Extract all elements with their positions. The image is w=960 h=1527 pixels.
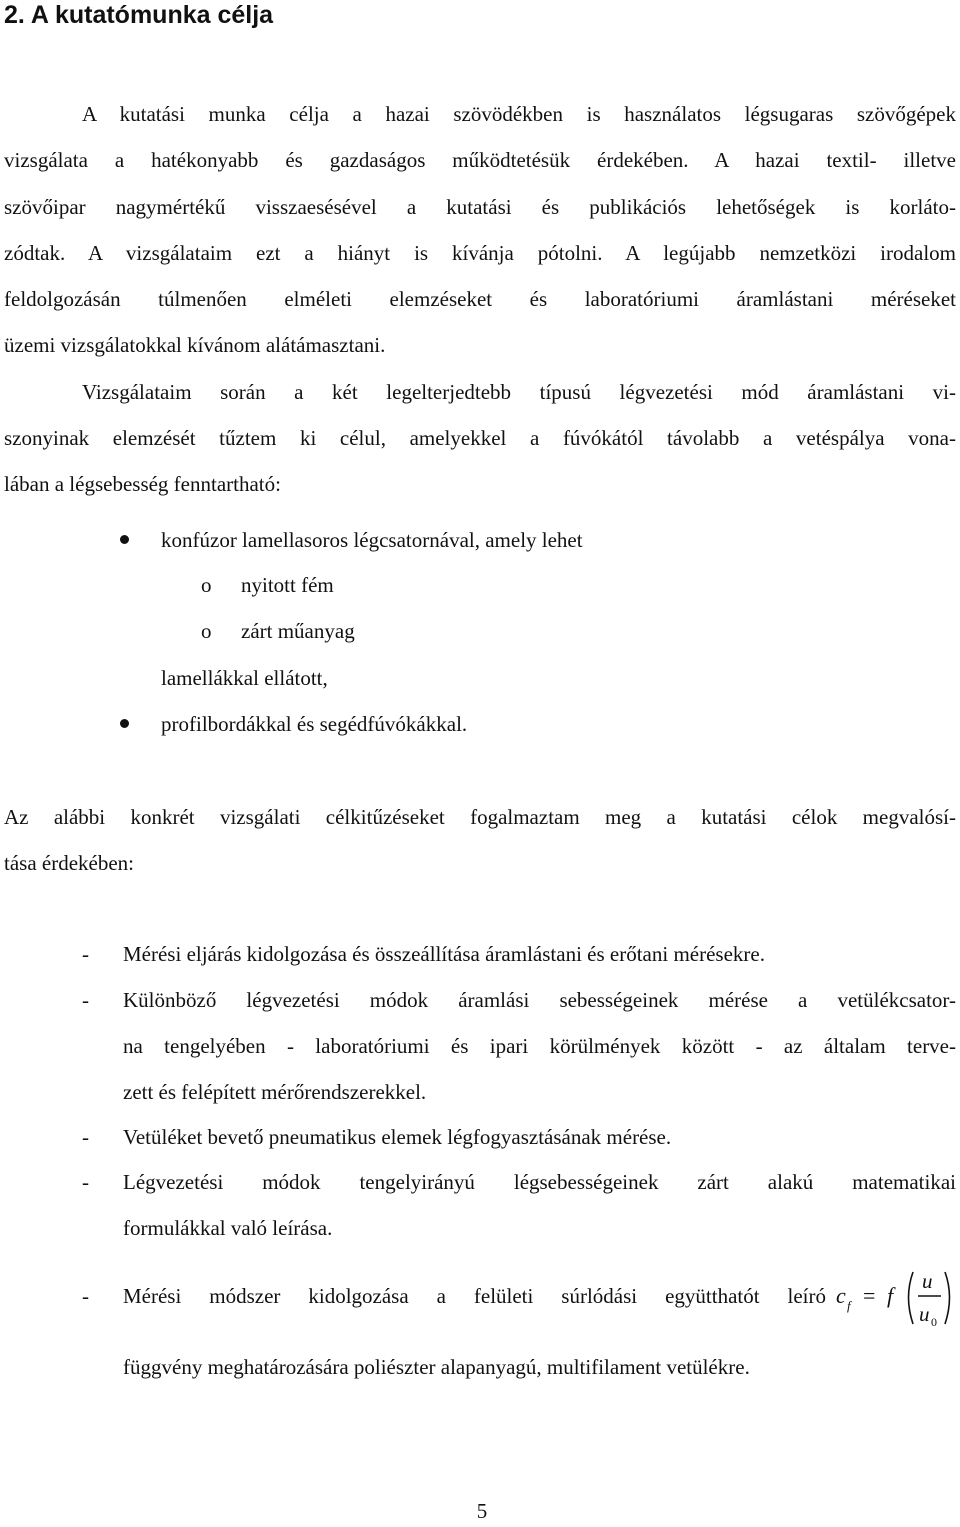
objective-line: Vetüléket bevető pneumatikus elemek légfogyasztásának mérése. <box>123 1125 672 1149</box>
paragraph-line: szövőipar nagymértékű visszaesésével a kutatási és publikációs lehetőségek is korláto- <box>4 195 956 219</box>
formula-numerator: u <box>922 1269 933 1293</box>
paragraph-line: üzemi vizsgálatokkal kívánom alátámasztani. <box>4 333 386 357</box>
bullet-item: konfúzor lamellasoros légcsatornával, amely lehet <box>161 528 583 552</box>
formula-denominator-subscript: 0 <box>931 1315 937 1329</box>
left-paren-icon <box>909 1272 914 1324</box>
objective-line: Mérési eljárás kidolgozása és összeállítása áramlástani és erőtani mérésekre. <box>123 942 765 966</box>
bullet-dot-icon <box>120 535 129 544</box>
sub-bullet-item: zárt műanyag <box>241 619 355 643</box>
paragraph-line: lában a légsebesség fenntartható: <box>4 472 281 496</box>
objective-line: függvény meghatározására poliészter alapanyagú, multifilament vetülékre. <box>123 1355 750 1379</box>
bullet-dot-icon <box>120 719 129 728</box>
paragraph-line: Az alábbi konkrét vizsgálati célkitűzéseket fogalmaztam meg a kutatási célok megvalósí- <box>4 805 956 829</box>
dash-marker: - <box>82 1125 89 1149</box>
sub-bullet-marker: o <box>201 619 212 643</box>
paragraph-line: Vizsgálataim során a két legelterjedtebb típusú légvezetési mód áramlástani vi- <box>82 380 956 404</box>
objective-line: Különböző légvezetési módok áramlási sebességeinek mérése a vetülékcsator- <box>123 988 956 1012</box>
objective-line: Légvezetési módok tengelyirányú légsebességeinek zárt alakú matematikai <box>123 1170 956 1194</box>
paragraph-line: szonyinak elemzését tűztem ki célul, amelyekkel a fúvókától távolabb a vetéspálya vona- <box>4 426 956 450</box>
objective-line: Mérési módszer kidolgozása a felületi súrlódási együtthatót leíró <box>123 1284 826 1308</box>
paragraph-line: feldolgozásán túlmenően elméleti elemzéseket és laboratóriumi áramlástani méréseket <box>4 287 956 311</box>
bullet-item: profilbordákkal és segédfúvókákkal. <box>161 712 468 736</box>
dash-marker: - <box>82 942 89 966</box>
section-heading: 2. A kutatómunka célja <box>4 1 274 29</box>
dash-marker: - <box>82 1284 89 1308</box>
dash-marker: - <box>82 1170 89 1194</box>
objective-line: na tengelyében - laboratóriumi és ipari körülmények között - az általam terve- <box>123 1034 956 1058</box>
friction-formula <box>834 1266 960 1332</box>
page-number: 5 <box>476 1499 488 1523</box>
paragraph-line: tása érdekében: <box>4 851 135 875</box>
paragraph-line: vizsgálata a hatékonyabb és gazdaságos működtetésük érdekében. A hazai textil- illetve <box>4 148 956 172</box>
sub-bullet-item: nyitott fém <box>241 573 334 597</box>
formula-lhs: c <box>836 1283 846 1308</box>
objective-line: zett és felépített mérőrendszerekkel. <box>123 1080 427 1104</box>
formula-equals: = <box>863 1283 876 1308</box>
paragraph-line: zódtak. A vizsgálataim ezt a hiányt is kívánja pótolni. A legújabb nemzetközi irodalom <box>4 241 956 265</box>
formula-function: f <box>887 1283 894 1308</box>
paragraph-line: A kutatási munka célja a hazai szövödékben is használatos légsugaras szövőgépek <box>82 102 956 126</box>
formula-denominator: u <box>919 1302 930 1326</box>
formula-lhs-subscript: f <box>847 1298 851 1313</box>
objective-line: formulákkal való leírása. <box>123 1216 333 1240</box>
bullet-continuation: lamellákkal ellátott, <box>161 666 328 690</box>
sub-bullet-marker: o <box>201 573 212 597</box>
dash-marker: - <box>82 988 89 1012</box>
right-paren-icon <box>945 1272 950 1324</box>
